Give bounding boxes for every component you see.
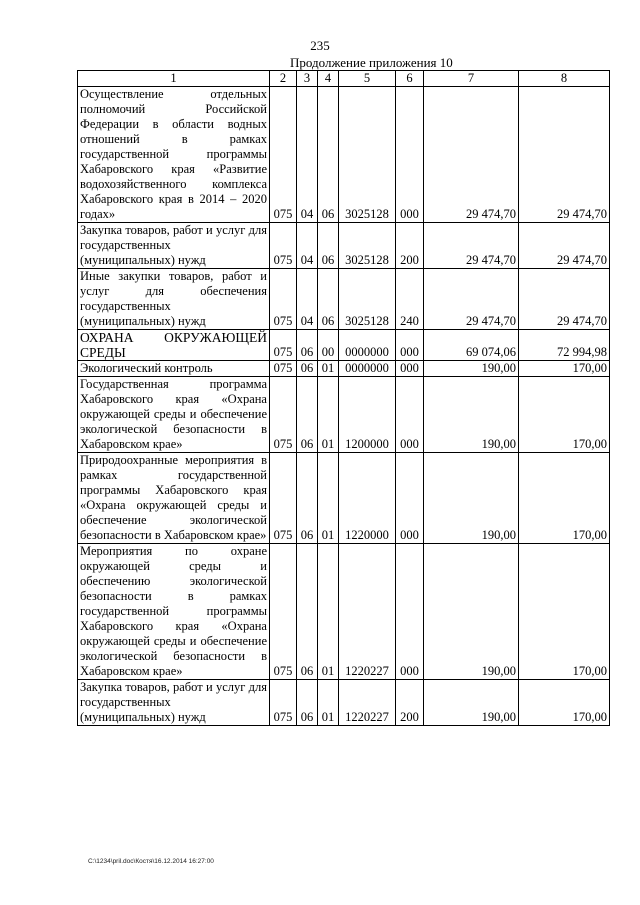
row-amount-col7: 29 474,70 (424, 269, 519, 330)
row-name: Закупка товаров, работ и услуг для государственных (муниципальных) нужд (78, 223, 270, 269)
row-code-subsection: 01 (318, 361, 339, 377)
row-code-target: 1220227 (339, 544, 396, 680)
row-name: Природоохранные мероприятия в рамках государственной программы Хабаровского края «Охрана окружающей среды и обеспечение экологической безопасности в Хабаровском крае» (78, 453, 270, 544)
row-name: Экологический контроль (78, 361, 270, 377)
header-col-1: 1 (78, 71, 270, 87)
row-code-section: 06 (297, 361, 318, 377)
row-amount-col8: 170,00 (519, 377, 610, 453)
header-col-5: 5 (339, 71, 396, 87)
table-row (78, 223, 610, 269)
row-code-expense-type: 200 (396, 680, 424, 726)
row-code-target: 1220227 (339, 680, 396, 726)
row-code-section: 06 (297, 377, 318, 453)
row-amount-col7: 190,00 (424, 680, 519, 726)
table-row (78, 87, 610, 223)
row-code-ministry: 075 (270, 453, 297, 544)
file-path-footer: C:\1234\pril.doc\Костя\16.12.2014 16:27:00 (88, 858, 214, 865)
row-code-expense-type: 000 (396, 87, 424, 223)
header-col-8: 8 (519, 71, 610, 87)
row-code-ministry: 075 (270, 377, 297, 453)
row-amount-col8: 29 474,70 (519, 223, 610, 269)
row-amount-col7: 190,00 (424, 544, 519, 680)
header-row (78, 71, 610, 87)
row-code-ministry: 075 (270, 361, 297, 377)
row-code-section: 06 (297, 680, 318, 726)
row-code-target: 3025128 (339, 223, 396, 269)
row-code-expense-type: 000 (396, 361, 424, 377)
header-col-7: 7 (424, 71, 519, 87)
row-amount-col7: 190,00 (424, 361, 519, 377)
row-code-expense-type: 240 (396, 269, 424, 330)
row-amount-col8: 170,00 (519, 453, 610, 544)
row-amount-col7: 190,00 (424, 453, 519, 544)
row-code-target: 0000000 (339, 330, 396, 361)
row-amount-col8: 72 994,98 (519, 330, 610, 361)
row-name: Закупка товаров, работ и услуг для государственных (муниципальных) нужд (78, 680, 270, 726)
appendix-continuation: Продолжение приложения 10 (290, 55, 453, 70)
row-name: Мероприятия по охране окружающей среды и обеспечению экологической безопасности в рамках государственной программы Хабаровского края «Охрана окружающей среды и обеспечение экологической безопасности в Хабаровском крае» (78, 544, 270, 680)
table-row (78, 377, 610, 453)
row-code-expense-type: 000 (396, 544, 424, 680)
row-code-section: 04 (297, 269, 318, 330)
row-amount-col8: 170,00 (519, 680, 610, 726)
table-row (78, 361, 610, 377)
row-code-ministry: 075 (270, 269, 297, 330)
table-row (78, 453, 610, 544)
row-amount-col7: 190,00 (424, 377, 519, 453)
row-code-subsection: 01 (318, 544, 339, 680)
row-code-target: 1200000 (339, 377, 396, 453)
row-name: Государственная программа Хабаровского края «Охрана окружающей среды и обеспечение экологической безопасности в Хабаровском крае» (78, 377, 270, 453)
header-col-3: 3 (297, 71, 318, 87)
row-code-target: 3025128 (339, 269, 396, 330)
row-code-section: 06 (297, 453, 318, 544)
header-col-4: 4 (318, 71, 339, 87)
row-code-subsection: 06 (318, 269, 339, 330)
row-code-ministry: 075 (270, 680, 297, 726)
row-code-expense-type: 000 (396, 453, 424, 544)
row-code-ministry: 075 (270, 87, 297, 223)
row-amount-col8: 29 474,70 (519, 87, 610, 223)
row-code-subsection: 01 (318, 453, 339, 544)
header-col-2: 2 (270, 71, 297, 87)
row-code-section: 04 (297, 87, 318, 223)
row-amount-col8: 29 474,70 (519, 269, 610, 330)
table-row (78, 544, 610, 680)
row-code-section: 06 (297, 330, 318, 361)
row-code-target: 0000000 (339, 361, 396, 377)
row-code-ministry: 075 (270, 544, 297, 680)
row-amount-col7: 69 074,06 (424, 330, 519, 361)
row-code-section: 04 (297, 223, 318, 269)
row-amount-col7: 29 474,70 (424, 87, 519, 223)
header-col-6: 6 (396, 71, 424, 87)
row-amount-col7: 29 474,70 (424, 223, 519, 269)
page-number: 235 (310, 38, 330, 53)
row-code-expense-type: 200 (396, 223, 424, 269)
row-code-expense-type: 000 (396, 330, 424, 361)
row-name: Иные закупки товаров, работ и услуг для обеспечения государственных (муниципальных) нужд (78, 269, 270, 330)
row-code-ministry: 075 (270, 330, 297, 361)
row-code-ministry: 075 (270, 223, 297, 269)
row-amount-col8: 170,00 (519, 544, 610, 680)
table-row (78, 269, 610, 330)
row-code-subsection: 06 (318, 87, 339, 223)
row-code-subsection: 01 (318, 680, 339, 726)
row-code-target: 1220000 (339, 453, 396, 544)
row-code-section: 06 (297, 544, 318, 680)
row-name: Осуществление отдельных полномочий Российской Федерации в области водных отношений в рамках государственной программы Хабаровского края «Развитие водохозяйственного комплекса Хабаровского края в 2014 – 2020 годах» (78, 87, 270, 223)
table-row (78, 330, 610, 361)
row-code-expense-type: 000 (396, 377, 424, 453)
row-name: ОХРАНА ОКРУЖАЮЩЕЙ СРЕДЫ (78, 330, 270, 361)
budget-table (77, 70, 610, 726)
row-code-subsection: 01 (318, 377, 339, 453)
row-code-target: 3025128 (339, 87, 396, 223)
row-code-subsection: 00 (318, 330, 339, 361)
table-row (78, 680, 610, 726)
row-code-subsection: 06 (318, 223, 339, 269)
row-amount-col8: 170,00 (519, 361, 610, 377)
